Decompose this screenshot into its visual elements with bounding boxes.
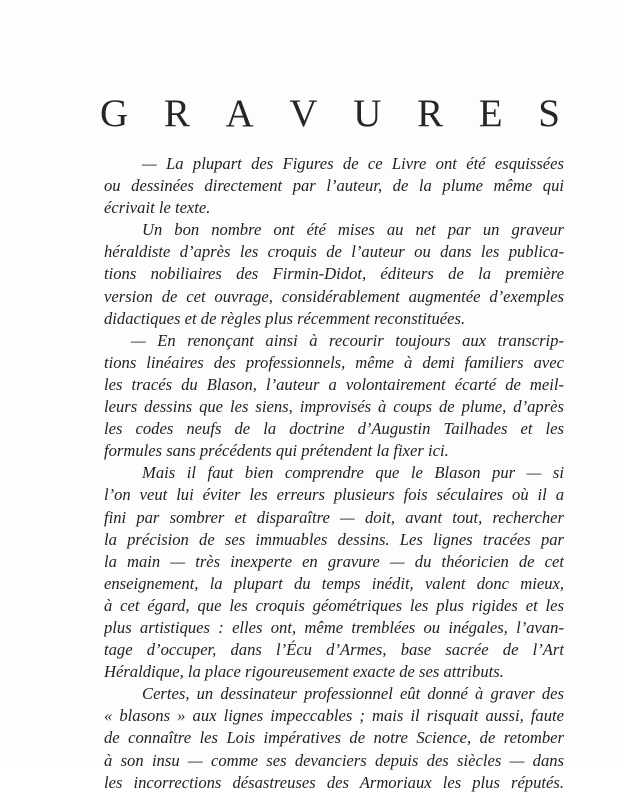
- title-letter: U: [353, 92, 382, 135]
- text-line: plus artistiques : elles ont, même tremblées ou inégales, l’avan-: [104, 617, 564, 637]
- text-line: la précision de ses immuables dessins. Les lignes tracées par: [104, 529, 564, 549]
- text-line: tions nobiliaires des Firmin-Didot, éditeurs de la première: [104, 264, 564, 284]
- text-line: tage d’occuper, dans l’Écu d’Armes, base sacrée de l’Art: [104, 640, 564, 660]
- title-letter: E: [478, 92, 503, 135]
- text-line: leurs dessins que les siens, improvisés à coups de plume, d’après: [104, 397, 564, 417]
- text-line: formules sans précédents qui prétendent la fixer ici.: [104, 441, 449, 461]
- text-line: enseignement, la plupart du temps inédit, valent donc mieux,: [104, 573, 564, 593]
- text-line: héraldiste d’après les croquis de l’auteur ou dans les publica-: [104, 242, 564, 262]
- text-line: « blasons » aux lignes impeccables ; mais il risquait aussi, faute: [104, 706, 564, 726]
- page-title: [100, 88, 560, 140]
- title-letter: R: [163, 92, 190, 135]
- text-line: la main — très inexperte en gravure — du théoricien de cet: [104, 551, 564, 571]
- title-letter: G: [100, 92, 129, 135]
- text-line: de connaître les Lois impératives de notre Science, de retomber: [104, 728, 564, 748]
- text-line: Héraldique, la place rigoureusement exacte de ses attributs.: [104, 662, 504, 682]
- body-text: [104, 153, 564, 794]
- text-line: les tracés du Blason, l’auteur a volontairement écarté de meil-: [104, 374, 564, 394]
- text-line: version de cet ouvrage, considérablement augmentée d’exemples: [104, 286, 564, 306]
- text-line: l’on veut lui éviter les erreurs plusieurs fois séculaires où il a: [104, 485, 564, 505]
- text-line: les codes neufs de la doctrine d’Augustin Tailhades et les: [104, 419, 564, 439]
- title-letter: A: [225, 92, 254, 135]
- text-line: fini par sombrer et disparaître — doit, avant tout, rechercher: [104, 507, 564, 527]
- title-letter: R: [417, 92, 444, 135]
- text-line: Un bon nombre ont été mises au net par un graveur: [142, 220, 564, 240]
- text-line: Mais il faut bien comprendre que le Blason pur — si: [142, 463, 564, 483]
- text-line: ou dessinées directement par l’auteur, de la plume même qui: [104, 176, 564, 196]
- text-line: tions linéaires des professionnels, même à demi familiers avec: [104, 352, 564, 372]
- text-line: Certes, un dessinateur professionnel eût donné à graver des: [142, 684, 564, 704]
- title-letter: S: [538, 92, 560, 135]
- title-letter: V: [289, 92, 318, 135]
- text-line: — En renonçant ainsi à recourir toujours aux transcrip-: [131, 330, 564, 350]
- text-line: les incorrections désastreuses des Armoriaux les plus réputés.: [104, 772, 564, 792]
- text-line: à son insu — comme ses devanciers depuis des siècles — dans: [104, 750, 564, 770]
- text-line: — La plupart des Figures de ce Livre ont été esquissées: [142, 154, 564, 173]
- text-line: écrivait le texte.: [104, 198, 211, 218]
- text-line: didactiques et de règles plus récemment reconstituées.: [104, 308, 466, 328]
- text-line: à cet égard, que les croquis géométriques les plus rigides et les: [104, 595, 564, 615]
